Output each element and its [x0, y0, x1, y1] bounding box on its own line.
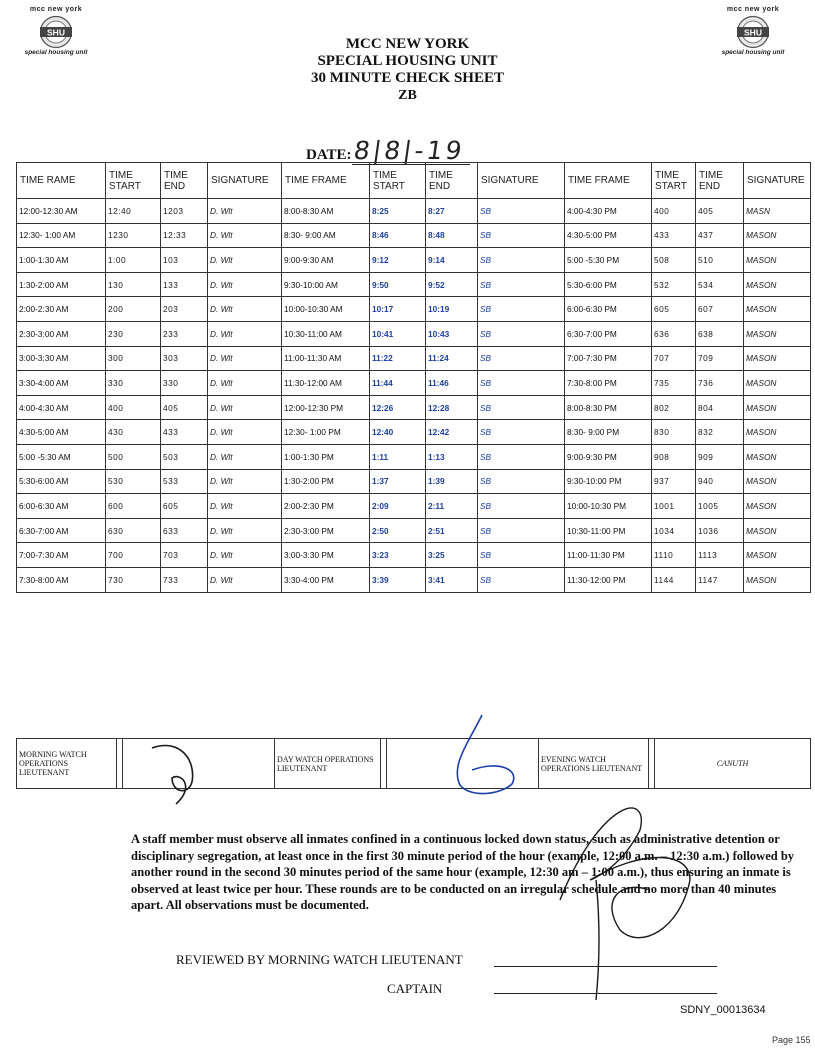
- signature-cell[interactable]: MASON: [744, 272, 811, 297]
- signature-cell[interactable]: D. Wlt: [208, 420, 282, 445]
- time-frame-cell: 5:00 -5:30 PM: [565, 248, 652, 273]
- reviewed-by-line[interactable]: [494, 966, 717, 967]
- column-header: TIME RAME: [17, 163, 106, 199]
- time-start-cell[interactable]: 330: [106, 371, 161, 396]
- time-frame-cell: 5:00 -5:30 AM: [17, 444, 106, 469]
- time-start-cell[interactable]: 8:25: [370, 199, 426, 224]
- time-frame-cell: 10:00-10:30 AM: [282, 297, 370, 322]
- morning-watch-signature[interactable]: [123, 739, 275, 789]
- time-frame-cell: 1:00-1:30 AM: [17, 248, 106, 273]
- time-frame-cell: 10:30-11:00 AM: [282, 321, 370, 346]
- time-frame-cell: 8:00-8:30 AM: [282, 199, 370, 224]
- column-header: TIME END: [426, 163, 478, 199]
- time-frame-cell: 3:30-4:00 AM: [17, 371, 106, 396]
- signature-cell[interactable]: MASON: [744, 567, 811, 592]
- column-header: TIME END: [696, 163, 744, 199]
- column-header: TIME FRAME: [565, 163, 652, 199]
- reviewed-by-label: REVIEWED BY MORNING WATCH LIEUTENANT: [176, 952, 463, 967]
- time-end-cell[interactable]: 736: [696, 371, 744, 396]
- column-header: TIME START: [652, 163, 696, 199]
- time-frame-cell: 11:30-12:00 PM: [565, 567, 652, 592]
- time-start-cell[interactable]: 8:46: [370, 223, 426, 248]
- signature-cell[interactable]: SB: [478, 444, 565, 469]
- time-start-cell[interactable]: 630: [106, 518, 161, 543]
- time-start-cell[interactable]: 430: [106, 420, 161, 445]
- time-frame-cell: 2:30-3:00 AM: [17, 321, 106, 346]
- evening-watch-signature[interactable]: CANUTH: [655, 739, 811, 789]
- captain-label: CAPTAIN: [387, 981, 443, 996]
- time-end-cell[interactable]: 638: [696, 321, 744, 346]
- time-frame-cell: 6:30-7:00 PM: [565, 321, 652, 346]
- logo-top-text: mcc new york: [29, 6, 83, 13]
- signature-cell[interactable]: SB: [478, 469, 565, 494]
- table-body: [17, 199, 811, 593]
- signature-cell[interactable]: D. Wlt: [208, 567, 282, 592]
- time-start-cell[interactable]: 908: [652, 444, 696, 469]
- time-end-cell[interactable]: 1113: [696, 543, 744, 568]
- signature-cell[interactable]: MASON: [744, 518, 811, 543]
- time-start-cell[interactable]: 12:40: [106, 199, 161, 224]
- time-frame-cell: 7:00-7:30 AM: [17, 543, 106, 568]
- time-frame-cell: 9:30-10:00 PM: [565, 469, 652, 494]
- time-frame-cell: 3:00-3:30 AM: [17, 346, 106, 371]
- date-label: DATE:: [306, 147, 352, 163]
- header-line3: 30 MINUTE CHECK SHEET: [311, 70, 504, 86]
- time-end-cell[interactable]: 804: [696, 395, 744, 420]
- time-start-cell[interactable]: 530: [106, 469, 161, 494]
- signature-cell[interactable]: MASON: [744, 469, 811, 494]
- time-frame-cell: 8:30- 9:00 PM: [565, 420, 652, 445]
- signature-cell[interactable]: D. Wlt: [208, 346, 282, 371]
- time-end-cell[interactable]: 405: [696, 199, 744, 224]
- signature-cell[interactable]: MASON: [744, 346, 811, 371]
- time-end-cell[interactable]: 607: [696, 297, 744, 322]
- time-frame-cell: 4:00-4:30 AM: [17, 395, 106, 420]
- signature-cell[interactable]: SB: [478, 420, 565, 445]
- signature-cell[interactable]: MASON: [744, 444, 811, 469]
- time-end-cell[interactable]: 733: [161, 567, 208, 592]
- time-start-cell[interactable]: 300: [106, 346, 161, 371]
- time-end-cell[interactable]: 3:25: [426, 543, 478, 568]
- time-end-cell[interactable]: 1:13: [426, 444, 478, 469]
- time-start-cell[interactable]: 1:11: [370, 444, 426, 469]
- time-start-cell[interactable]: 12:26: [370, 395, 426, 420]
- signature-cell[interactable]: D. Wlt: [208, 297, 282, 322]
- signature-cell[interactable]: D. Wlt: [208, 321, 282, 346]
- time-start-cell[interactable]: 1110: [652, 543, 696, 568]
- time-end-cell[interactable]: 437: [696, 223, 744, 248]
- time-end-cell[interactable]: 940: [696, 469, 744, 494]
- day-watch-label: DAY WATCH OPERATIONS LIEUTENANT: [275, 739, 381, 789]
- time-frame-cell: 9:00-9:30 PM: [565, 444, 652, 469]
- time-frame-cell: 1:30-2:00 AM: [17, 272, 106, 297]
- time-frame-cell: 12:00-12:30 PM: [282, 395, 370, 420]
- time-start-cell[interactable]: 433: [652, 223, 696, 248]
- time-end-cell[interactable]: 510: [696, 248, 744, 273]
- table-row: [17, 395, 811, 420]
- bates-number: SDNY_00013634: [680, 1004, 766, 1016]
- signature-cell[interactable]: D. Wlt: [208, 199, 282, 224]
- date-value: 8|8|-19: [351, 136, 467, 165]
- signature-cell[interactable]: MASON: [744, 494, 811, 519]
- time-start-cell[interactable]: 500: [106, 444, 161, 469]
- time-end-cell[interactable]: 8:48: [426, 223, 478, 248]
- table-row: [17, 543, 811, 568]
- signature-cell[interactable]: SB: [478, 567, 565, 592]
- check-table: [16, 162, 811, 593]
- time-start-cell[interactable]: 735: [652, 371, 696, 396]
- time-frame-cell: 2:00-2:30 PM: [282, 494, 370, 519]
- time-end-cell[interactable]: 10:43: [426, 321, 478, 346]
- badge-text: SHU: [47, 27, 65, 38]
- time-end-cell[interactable]: 405: [161, 395, 208, 420]
- time-start-cell[interactable]: 508: [652, 248, 696, 273]
- signature-cell[interactable]: SB: [478, 248, 565, 273]
- signature-cell[interactable]: SB: [478, 199, 565, 224]
- signature-cell[interactable]: MASON: [744, 371, 811, 396]
- logo-bottom-text-right: special housing unit: [721, 49, 785, 56]
- time-end-cell[interactable]: 10:19: [426, 297, 478, 322]
- time-end-cell[interactable]: 8:27: [426, 199, 478, 224]
- time-frame-cell: 2:30-3:00 PM: [282, 518, 370, 543]
- time-frame-cell: 4:30-5:00 AM: [17, 420, 106, 445]
- time-frame-cell: 1:30-2:00 PM: [282, 469, 370, 494]
- signature-cell[interactable]: MASON: [744, 420, 811, 445]
- logo-bottom-text: special housing unit: [24, 49, 88, 56]
- time-start-cell[interactable]: 12:40: [370, 420, 426, 445]
- time-end-cell[interactable]: 12:33: [161, 223, 208, 248]
- time-frame-cell: 2:00-2:30 AM: [17, 297, 106, 322]
- table-row: [17, 346, 811, 371]
- time-end-cell[interactable]: 303: [161, 346, 208, 371]
- signature-cell[interactable]: MASN: [744, 199, 811, 224]
- time-frame-cell: 11:00-11:30 AM: [282, 346, 370, 371]
- table-row: [17, 494, 811, 519]
- time-frame-cell: 12:00-12:30 AM: [17, 199, 106, 224]
- signature-cell[interactable]: D. Wlt: [208, 494, 282, 519]
- signature-cell[interactable]: SB: [478, 518, 565, 543]
- time-start-cell[interactable]: 10:41: [370, 321, 426, 346]
- table-row: [17, 248, 811, 273]
- time-end-cell[interactable]: 203: [161, 297, 208, 322]
- time-start-cell[interactable]: 230: [106, 321, 161, 346]
- time-frame-cell: 10:30-11:00 PM: [565, 518, 652, 543]
- time-end-cell[interactable]: 703: [161, 543, 208, 568]
- time-start-cell[interactable]: 2:50: [370, 518, 426, 543]
- column-header: TIME END: [161, 163, 208, 199]
- time-frame-cell: 3:30-4:00 PM: [282, 567, 370, 592]
- signature-cell[interactable]: D. Wlt: [208, 469, 282, 494]
- time-end-cell[interactable]: 330: [161, 371, 208, 396]
- signature-cell[interactable]: MASON: [744, 395, 811, 420]
- time-end-cell[interactable]: 503: [161, 444, 208, 469]
- time-start-cell[interactable]: 1144: [652, 567, 696, 592]
- time-frame-cell: 5:30-6:00 PM: [565, 272, 652, 297]
- time-end-cell[interactable]: 9:14: [426, 248, 478, 273]
- time-frame-cell: 12:30- 1:00 PM: [282, 420, 370, 445]
- header-line1: MCC NEW YORK: [345, 36, 470, 52]
- lieutenant-table: [16, 738, 811, 789]
- time-start-cell[interactable]: 9:12: [370, 248, 426, 273]
- time-start-cell[interactable]: 9:50: [370, 272, 426, 297]
- time-start-cell[interactable]: 400: [652, 199, 696, 224]
- time-frame-cell: 4:00-4:30 PM: [565, 199, 652, 224]
- time-start-cell[interactable]: 400: [106, 395, 161, 420]
- time-frame-cell: 7:00-7:30 PM: [565, 346, 652, 371]
- time-start-cell[interactable]: 11:22: [370, 346, 426, 371]
- signature-cell[interactable]: MASON: [744, 297, 811, 322]
- time-end-cell[interactable]: 12:28: [426, 395, 478, 420]
- time-start-cell[interactable]: 11:44: [370, 371, 426, 396]
- time-start-cell[interactable]: 3:23: [370, 543, 426, 568]
- time-end-cell[interactable]: 133: [161, 272, 208, 297]
- time-end-cell[interactable]: 9:52: [426, 272, 478, 297]
- time-frame-cell: 6:00-6:30 AM: [17, 494, 106, 519]
- signature-cell[interactable]: SB: [478, 297, 565, 322]
- signature-cell[interactable]: SB: [478, 272, 565, 297]
- column-header: SIGNATURE: [744, 163, 811, 199]
- time-frame-cell: 11:00-11:30 PM: [565, 543, 652, 568]
- time-end-cell[interactable]: 534: [696, 272, 744, 297]
- time-start-cell[interactable]: 10:17: [370, 297, 426, 322]
- time-start-cell[interactable]: 1230: [106, 223, 161, 248]
- time-start-cell[interactable]: 605: [652, 297, 696, 322]
- time-frame-cell: 3:00-3:30 PM: [282, 543, 370, 568]
- time-start-cell[interactable]: 600: [106, 494, 161, 519]
- time-end-cell[interactable]: 832: [696, 420, 744, 445]
- time-start-cell[interactable]: 802: [652, 395, 696, 420]
- table-row: [17, 272, 811, 297]
- signature-cell[interactable]: SB: [478, 223, 565, 248]
- signature-cell[interactable]: D. Wlt: [208, 395, 282, 420]
- time-end-cell[interactable]: 233: [161, 321, 208, 346]
- signature-cell[interactable]: MASON: [744, 543, 811, 568]
- table-row: [17, 420, 811, 445]
- time-end-cell[interactable]: 909: [696, 444, 744, 469]
- time-start-cell[interactable]: 200: [106, 297, 161, 322]
- sheet-header: [0, 36, 815, 104]
- time-end-cell[interactable]: 1:39: [426, 469, 478, 494]
- time-end-cell[interactable]: 11:24: [426, 346, 478, 371]
- time-end-cell[interactable]: 433: [161, 420, 208, 445]
- time-end-cell[interactable]: 633: [161, 518, 208, 543]
- policy-notice: A staff member must observe all inmates confined in a continuous locked down status, such as administrative detention or disciplinary segregation, at least once in the first 30 minute period of the hour (example, 12:00 a.m. – 12:30 a.m.) followed by another round in the second 30 minutes period of the same hour (example, 12:30 am – 1:00 a.m.), thus ensuring an inmate is observed at least twice per hour. These rounds are to be conducted on an irregular schedule and no more than 40 minutes apart. All observations must be documented.: [131, 832, 795, 912]
- signature-cell[interactable]: SB: [478, 371, 565, 396]
- time-frame-cell: 5:30-6:00 AM: [17, 469, 106, 494]
- time-frame-cell: 11:30-12:00 AM: [282, 371, 370, 396]
- evening-watch-label: EVENING WATCH OPERATIONS LIEUTENANT: [539, 739, 649, 789]
- signature-cell[interactable]: MASON: [744, 248, 811, 273]
- time-start-cell[interactable]: 1034: [652, 518, 696, 543]
- table-row: [17, 199, 811, 224]
- signature-cell[interactable]: SB: [478, 321, 565, 346]
- time-frame-cell: 9:30-10:00 AM: [282, 272, 370, 297]
- signature-cell[interactable]: MASON: [744, 321, 811, 346]
- time-start-cell[interactable]: 532: [652, 272, 696, 297]
- time-start-cell[interactable]: 937: [652, 469, 696, 494]
- time-frame-cell: 7:30-8:00 AM: [17, 567, 106, 592]
- time-frame-cell: 1:00-1:30 PM: [282, 444, 370, 469]
- signature-cell[interactable]: SB: [478, 395, 565, 420]
- signature-cell[interactable]: SB: [478, 494, 565, 519]
- time-start-cell[interactable]: 1:37: [370, 469, 426, 494]
- captain-line[interactable]: [494, 993, 717, 994]
- time-end-cell[interactable]: 2:11: [426, 494, 478, 519]
- time-start-cell[interactable]: 3:39: [370, 567, 426, 592]
- time-start-cell[interactable]: 700: [106, 543, 161, 568]
- time-start-cell[interactable]: 130: [106, 272, 161, 297]
- column-header: SIGNATURE: [478, 163, 565, 199]
- column-header: TIME FRAME: [282, 163, 370, 199]
- time-end-cell[interactable]: 1005: [696, 494, 744, 519]
- time-frame-cell: 9:00-9:30 AM: [282, 248, 370, 273]
- table-row: [17, 444, 811, 469]
- unit-label: ZB: [398, 88, 417, 103]
- time-end-cell[interactable]: 1036: [696, 518, 744, 543]
- table-row: [17, 567, 811, 592]
- table-row: [17, 223, 811, 248]
- time-end-cell[interactable]: 2:51: [426, 518, 478, 543]
- time-frame-cell: 6:00-6:30 PM: [565, 297, 652, 322]
- badge-text: SHU: [744, 27, 762, 38]
- time-end-cell[interactable]: 1147: [696, 567, 744, 592]
- day-watch-signature[interactable]: [387, 739, 539, 789]
- time-end-cell[interactable]: 709: [696, 346, 744, 371]
- table-row: [17, 469, 811, 494]
- time-frame-cell: 6:30-7:00 AM: [17, 518, 106, 543]
- signature-cell[interactable]: D. Wlt: [208, 444, 282, 469]
- table-row: [17, 371, 811, 396]
- signature-cell[interactable]: D. Wlt: [208, 272, 282, 297]
- time-start-cell[interactable]: 1:00: [106, 248, 161, 273]
- time-end-cell[interactable]: 1203: [161, 199, 208, 224]
- table-row: [17, 518, 811, 543]
- column-header: TIME START: [370, 163, 426, 199]
- signature-cell[interactable]: D. Wlt: [208, 518, 282, 543]
- time-start-cell[interactable]: 707: [652, 346, 696, 371]
- time-frame-cell: 8:00-8:30 PM: [565, 395, 652, 420]
- time-end-cell[interactable]: 103: [161, 248, 208, 273]
- time-start-cell[interactable]: 830: [652, 420, 696, 445]
- column-header: TIME START: [106, 163, 161, 199]
- time-frame-cell: 4:30-5:00 PM: [565, 223, 652, 248]
- morning-watch-label: MORNING WATCH OPERATIONS LIEUTENANT: [17, 739, 117, 789]
- signature-cell[interactable]: SB: [478, 543, 565, 568]
- signature-cell[interactable]: D. Wlt: [208, 371, 282, 396]
- table-row: [17, 297, 811, 322]
- time-end-cell[interactable]: 12:42: [426, 420, 478, 445]
- time-end-cell[interactable]: 3:41: [426, 567, 478, 592]
- signature-cell[interactable]: MASON: [744, 223, 811, 248]
- time-start-cell[interactable]: 2:09: [370, 494, 426, 519]
- time-frame-cell: 8:30- 9:00 AM: [282, 223, 370, 248]
- time-end-cell[interactable]: 11:46: [426, 371, 478, 396]
- time-frame-cell: 12:30- 1:00 AM: [17, 223, 106, 248]
- column-header: SIGNATURE: [208, 163, 282, 199]
- signature-cell[interactable]: D. Wlt: [208, 543, 282, 568]
- time-start-cell[interactable]: 730: [106, 567, 161, 592]
- signature-cell[interactable]: D. Wlt: [208, 223, 282, 248]
- time-start-cell[interactable]: 636: [652, 321, 696, 346]
- table-row: [17, 321, 811, 346]
- signature-cell[interactable]: SB: [478, 346, 565, 371]
- header-line2: SPECIAL HOUSING UNIT: [317, 53, 498, 69]
- time-frame-cell: 7:30-8:00 PM: [565, 371, 652, 396]
- time-end-cell[interactable]: 533: [161, 469, 208, 494]
- time-start-cell[interactable]: 1001: [652, 494, 696, 519]
- time-end-cell[interactable]: 605: [161, 494, 208, 519]
- time-frame-cell: 10:00-10:30 PM: [565, 494, 652, 519]
- logo-top-text-right: mcc new york: [726, 6, 780, 13]
- page-number: Page 155: [772, 1035, 811, 1045]
- signature-cell[interactable]: D. Wlt: [208, 248, 282, 273]
- table-header-row: [17, 163, 811, 199]
